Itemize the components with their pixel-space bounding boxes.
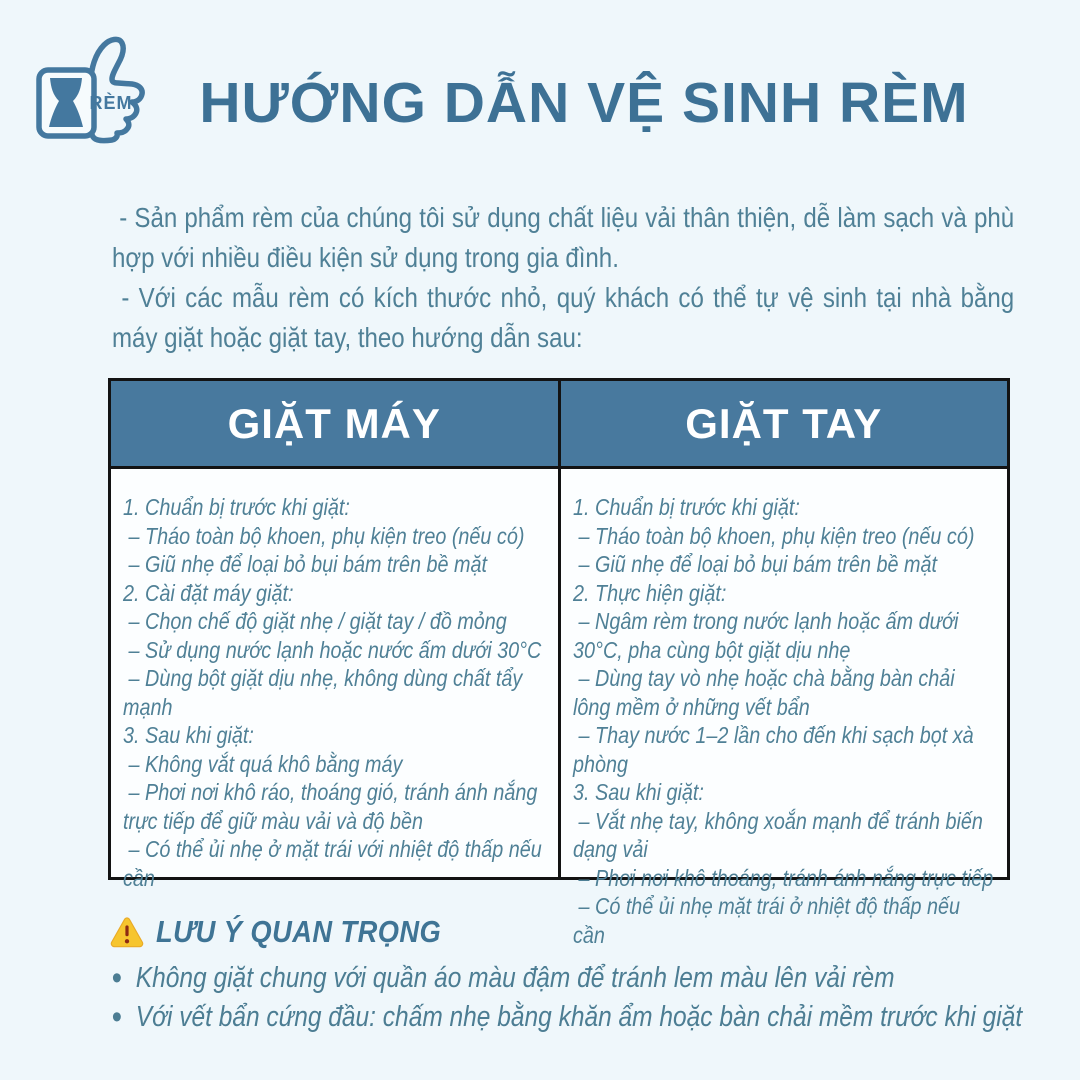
instruction-line: – Thay nước 1–2 lần cho đến khi sạch bọt xà phòng — [572, 722, 979, 777]
intro-paragraph: - Với các mẫu rèm có kích thước nhỏ, quý khách có thể tự vệ sinh tại nhà bằng máy giặt hoặc giặt tay, theo hướng dẫn sau: — [112, 282, 1021, 353]
note-item: • Không giặt chung với quần áo màu đậm để tránh lem màu lên vải rèm — [110, 959, 1038, 998]
instruction-line: – Ngâm rèm trong nước lạnh hoặc ấm dưới 30°C, pha cùng bột giặt dịu nhẹ — [572, 608, 964, 663]
machine-wash-header: GIẶT MÁY — [111, 381, 558, 469]
warning-triangle-icon — [110, 916, 144, 948]
instruction-line: 1. Chuẩn bị trước khi giặt: — [572, 494, 800, 520]
instruction-line: – Chọn chế độ giặt nhẹ / giặt tay / đồ mỏng — [123, 608, 507, 634]
instruction-line: 2. Thực hiện giặt: — [572, 579, 726, 606]
machine-wash-body — [111, 469, 556, 892]
instruction-line: 3. Sau khi giặt: — [572, 779, 704, 805]
intro-paragraph: - Sản phẩm rèm của chúng tôi sử dụng chất liệu vải thân thiện, dễ làm sạch và phù hợp với nhiều điều kiện sử dụng trong gia đình. — [112, 202, 1021, 273]
instruction-line: – Tháo toàn bộ khoen, phụ kiện treo (nếu có) — [123, 522, 525, 549]
page-title: HƯỚNG DẪN VỆ SINH RÈM — [199, 71, 969, 135]
hand-wash-body — [561, 469, 1006, 949]
hand-wash-column — [561, 381, 1008, 948]
machine-wash-column — [111, 381, 561, 891]
instruction-line: – Có thể ủi nhẹ ở mặt trái với nhiệt độ thấp nếu cần — [123, 836, 548, 891]
instruction-line: – Có thể ủi nhẹ mặt trái ở nhiệt độ thấp nếu cần — [572, 893, 965, 948]
instruction-line: – Dùng bột giặt dịu nhẹ, không dùng chất tẩy mạnh — [123, 665, 528, 720]
notes-title: LƯU Ý QUAN TRỌNG — [156, 914, 442, 949]
note-item: • Với vết bẩn cứng đầu: chấm nhẹ bằng khăn ẩm hoặc bàn chải mềm trước khi giặt — [110, 998, 1038, 1037]
instruction-line: – Sử dụng nước lạnh hoặc nước ấm dưới 30°C — [123, 636, 542, 663]
instruction-line: 3. Sau khi giặt: — [123, 722, 254, 748]
hand-wash-header: GIẶT TAY — [561, 381, 1008, 469]
instruction-line: – Tháo toàn bộ khoen, phụ kiện treo (nếu có) — [572, 522, 974, 549]
logo-label: RÈM — [89, 93, 133, 113]
instruction-line: – Không vắt quá khô bằng máy — [123, 750, 403, 777]
important-notes-section — [110, 914, 1040, 1037]
intro-section — [112, 198, 1021, 358]
notes-list — [110, 959, 1038, 1037]
instruction-line: – Vắt nhẹ tay, không xoắn mạnh để tránh biến dạng vải — [572, 807, 988, 862]
instruction-line: – Giũ nhẹ để loại bỏ bụi bám trên bề mặt — [572, 551, 937, 577]
instruction-line: – Phơi nơi khô thoáng, tránh ánh nắng trực tiếp — [572, 864, 993, 891]
instruction-line: 1. Chuẩn bị trước khi giặt: — [123, 494, 350, 520]
instruction-line: – Giũ nhẹ để loại bỏ bụi bám trên bề mặt — [123, 551, 488, 577]
notes-heading — [110, 914, 1040, 950]
instruction-line: 2. Cài đặt máy giặt: — [123, 579, 294, 606]
instruction-line: – Phơi nơi khô ráo, thoáng gió, tránh ánh nắng trực tiếp để giữ màu vải và độ bền — [123, 779, 543, 834]
instruction-line: – Dùng tay vò nhẹ hoặc chà bằng bàn chải lông mềm ở những vết bẩn — [572, 665, 960, 720]
